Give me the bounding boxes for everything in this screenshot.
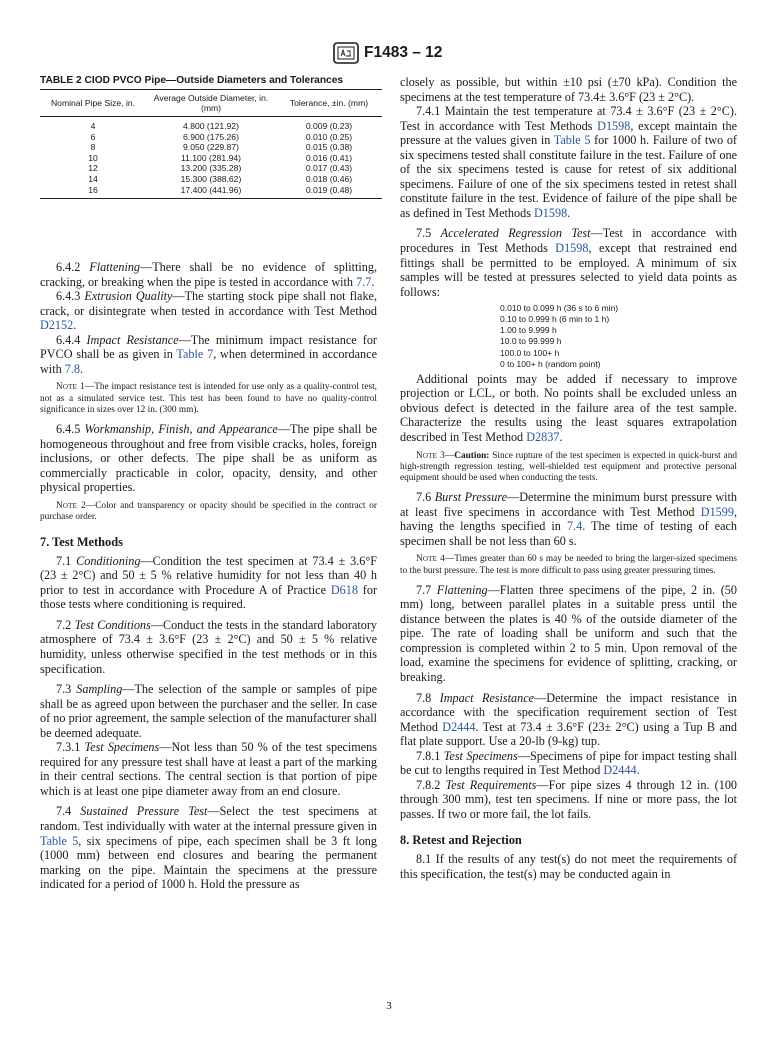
para-7-8-1: 7.8.1 Test Specimens—Specimens of pipe for impact testing shall be cut to lengths required in Test Method D2444.	[400, 748, 737, 778]
col-header-tolerance: Tolerance, ±in. (mm)	[276, 90, 382, 117]
ref-d2837[interactable]: D2837	[526, 429, 560, 444]
para-6-4-4: 6.4.4 Impact Resistance—The minimum impact resistance for PVCO shall be as given in Table 7, when determined in accordance with 7.8.	[40, 332, 377, 376]
left-column	[40, 260, 377, 892]
para-7-1: 7.1 Conditioning—Condition the test specimen at 73.4 ± 3.6°F (23 ± 2°C) and 50 ± 5 % relative humidity for not less than 40 h prior to test in accordance with Procedure A of Practice D618 for those tests where conditioning is required.	[40, 553, 378, 612]
cell-size: 8	[90, 142, 96, 153]
section-8-heading: 8. Retest and Rejection	[400, 833, 522, 848]
para-6-4-3: 6.4.3 Extrusion Quality—The starting stock pipe shall not flake, crack, or disintegrate when tested in accordance with Test Method D2152.	[40, 289, 378, 333]
cell-tolerance: 0.009 (0.23)	[305, 121, 353, 131]
cell-diameter: 6.900 (175.26)	[183, 131, 239, 142]
note-1: Note 1—The impact resistance test is intended for use only as a quality-control test, not as a simulated service test. This test has been found to have no quality-control significance in sizes over 12 in. (300 mm).	[40, 382, 377, 415]
schedule-item: 0.010 to 0.099 h (36 s to 6 min)	[500, 303, 619, 314]
cell-diameter: 9.050 (229.87)	[183, 142, 239, 153]
cell-size: 10	[88, 152, 98, 163]
table-header-row	[40, 90, 382, 117]
ref-d1599[interactable]: D1599	[700, 504, 734, 519]
ref-d1598[interactable]: D1598	[555, 241, 589, 256]
para-6-4-2: 6.4.2 Flattening—There shall be no evidence of splitting, cracking, or breaking when the pipe is tested in accordance with 7.7.	[40, 260, 377, 289]
cell-tolerance: 0.018 (0.46)	[305, 173, 353, 184]
schedule-item: 10.0 to 99.999 h	[500, 336, 562, 347]
table-row	[40, 117, 382, 132]
cell-size: 12	[88, 163, 98, 174]
dimension-table	[40, 89, 382, 199]
table-2	[40, 75, 382, 199]
table-caption: TABLE 2 CIOD PVCO Pipe—Outside Diameters and Tolerances	[40, 75, 344, 86]
para-7-4-continued: closely as possible, but within ±10 psi (±70 kPa). Condition the specimens at the test temperature of 73.4± 3.6°F (23 ± 2°C).	[400, 75, 737, 104]
cell-tolerance: 0.017 (0.43)	[305, 163, 353, 174]
cell-diameter: 17.400 (441.96)	[146, 185, 276, 199]
ref-d2444[interactable]: D2444	[442, 719, 476, 734]
right-column	[400, 75, 737, 881]
cell-tolerance: 0.015 (0.38)	[305, 142, 353, 153]
astm-logo-icon	[333, 42, 359, 64]
schedule-item: 0.10 to 0.999 h (6 min to 1 h)	[500, 314, 610, 325]
col-header-size: Nominal Pipe Size, in.	[40, 90, 146, 117]
para-7-5-additional: Additional points may be added if necessary to improve projection or LCL, or both. No points shall be excluded unless an obvious defect is detected in the failure area of the test sample. Characterize the results using the least squares extrapolation described in Test Method D2837.	[400, 371, 737, 444]
note-4: Note 4—Times greater than 60 s may be needed to bring the larger-sized specimens to the burst pressure. The test is more difficult to pass using greater pressuring times.	[400, 554, 737, 576]
cell-size: 4	[90, 121, 96, 131]
cell-tolerance: 0.010 (0.25)	[305, 131, 353, 142]
para-7-3: 7.3 Sampling—The selection of the sample or samples of pipe shall be as agreed upon between the purchaser and the seller. In case of no prior agreement, the sample selection of the manufacturer shall be deemed adequate.	[40, 682, 377, 740]
ref-d1598[interactable]: D1598	[597, 118, 631, 133]
para-7-4: 7.4 Sustained Pressure Test—Select the test specimens at random. Test individually with water at the internal pressure given in Table 5, six specimens of pipe, each specimen shall be 3 ft long (1000 mm) between end closures and bearing the permanent marking on the pipe. Maintain the specimens at the pressure indicated for a period of 1000 h. Hold the pressure as	[40, 804, 378, 892]
ref-7-4[interactable]: 7.4	[566, 519, 583, 534]
para-7-8-2: 7.8.2 Test Requirements—For pipe sizes 4 through 12 in. (100 through 300 mm), test ten specimens. If nine or more pass, the lot passes. If two or more fail, the lot fails.	[400, 777, 738, 821]
para-7-2: 7.2 Test Conditions—Conduct the tests in the standard laboratory atmosphere of 73.4 ± 3.6°F (23 ± 2°C) and 50 ± 5 % relative humidity, unless otherwise specified in the test methods or in this specification.	[40, 617, 377, 676]
table-row	[40, 163, 382, 174]
para-8-1: 8.1 If the results of any test(s) do not meet the requirements of this specification, the test(s) may be conducted again in	[400, 852, 737, 881]
ref-table-7[interactable]: Table 7	[176, 347, 214, 362]
page-header	[0, 42, 778, 66]
table-row	[40, 185, 382, 199]
para-7-4-1: 7.4.1 Maintain the test temperature at 73.4 ± 3.6°F (23 ± 2°C). Test in accordance with Test Methods D1598, except maintain the pressure at the values given in Table 5 for 1000 h. Failure of two of six specimens tested shall constitute failure in the test. Failure of one of the six specimens tested is cause for retest of six additional specimens. Failure of one of the six specimens tested in retest shall constitute failure in the test. Evidence of failure of the pipe shall be as defined in Test Methods D1598.	[400, 104, 737, 220]
ref-table-5[interactable]: Table 5	[553, 133, 591, 148]
regression-schedule	[500, 303, 737, 370]
page-number: 3	[386, 1000, 392, 1012]
ref-7-8[interactable]: 7.8	[64, 361, 80, 376]
ref-d2444[interactable]: D2444	[603, 763, 637, 778]
col-header-diameter: Average Outside Diameter, in. (mm)	[146, 90, 276, 117]
schedule-item: 0 to 100+ h (random point)	[500, 358, 601, 369]
standard-number: F1483 – 12	[364, 44, 443, 61]
para-6-4-5: 6.4.5 Workmanship, Finish, and Appearance—The pipe shall be homogeneous throughout and free from visible cracks, holes, foreign inclusions, or other defects. The pipe shall be as uniform as commercially practicable in color, opacity, density, and other physical properties.	[40, 421, 377, 495]
para-7-3-1: 7.3.1 Test Specimens—Not less than 50 % of the test specimens required for any pressure test shall have at least a part of the marking in their central sections. The central section is that portion of pipe which is at least one pipe diameter away from an end closure.	[40, 740, 378, 798]
ref-d618[interactable]: D618	[330, 582, 358, 597]
table-row	[40, 132, 382, 143]
para-7-7: 7.7 Flattening—Flatten three specimens of the pipe, 2 in. (50 mm) long, between parallel plates in a suitable press until the distance between the plates is 40 % of the outside diameter of the pipe. The rate of loading shall be uniform and such that the compression is completed within 2 to 5 min. Upon removal of the load, examine the specimens for evidence of splitting, cracking, or breaking.	[400, 582, 737, 684]
cell-size: 16	[40, 185, 146, 199]
ref-7-7[interactable]: 7.7	[356, 274, 372, 289]
cell-diameter: 11.100 (281.94)	[180, 152, 242, 163]
table-row	[40, 153, 382, 164]
section-7-heading: 7. Test Methods	[40, 535, 123, 550]
schedule-item: 1.00 to 9.999 h	[500, 325, 557, 336]
ref-table-5[interactable]: Table 5	[40, 833, 79, 848]
cell-tolerance: 0.019 (0.48)	[276, 185, 382, 199]
note-2: Note 2—Color and transparency or opacity should be specified in the contract or purchase order.	[40, 500, 377, 522]
cell-diameter: 15.300 (388.62)	[180, 173, 242, 184]
cell-diameter: 13.200 (335.28)	[180, 163, 242, 174]
schedule-item: 100.0 to 100+ h	[500, 347, 560, 358]
cell-size: 6	[90, 131, 96, 142]
cell-size: 14	[88, 173, 98, 184]
note-3: Note 3—Caution: Since rupture of the test specimen is expected in quick-burst and high-strength regression testing, well-shielded test equipment and protective personal equipment should be used when conducting the tests.	[400, 450, 737, 483]
table-row	[40, 142, 382, 153]
cell-diameter: 4.800 (121.92)	[183, 121, 239, 131]
cell-tolerance: 0.016 (0.41)	[305, 152, 353, 163]
ref-d1598[interactable]: D1598	[533, 205, 568, 220]
para-7-6: 7.6 Burst Pressure—Determine the minimum burst pressure with at least five specimens in accordance with Test Method D1599, having the lengths specified in 7.4. The time of testing of each specimen shall be not less than 60 s.	[400, 490, 738, 548]
table-row	[40, 174, 382, 185]
para-7-8: 7.8 Impact Resistance—Determine the impact resistance in accordance with the specification requirement section of Test Method D2444. Test at 73.4 ± 3.6°F (23± 2°C) using a Tup B and flat plate support. Use a 20-lb (9-kg) tup.	[400, 690, 738, 749]
para-7-5: 7.5 Accelerated Regression Test—Test in accordance with procedures in Test Methods D1598, except that restrained end fittings shall be permitted to be employed. A minimum of six samples will be tested at pressures selected to yield data points as follows:	[400, 226, 738, 299]
ref-d2152[interactable]: D2152	[40, 318, 74, 333]
